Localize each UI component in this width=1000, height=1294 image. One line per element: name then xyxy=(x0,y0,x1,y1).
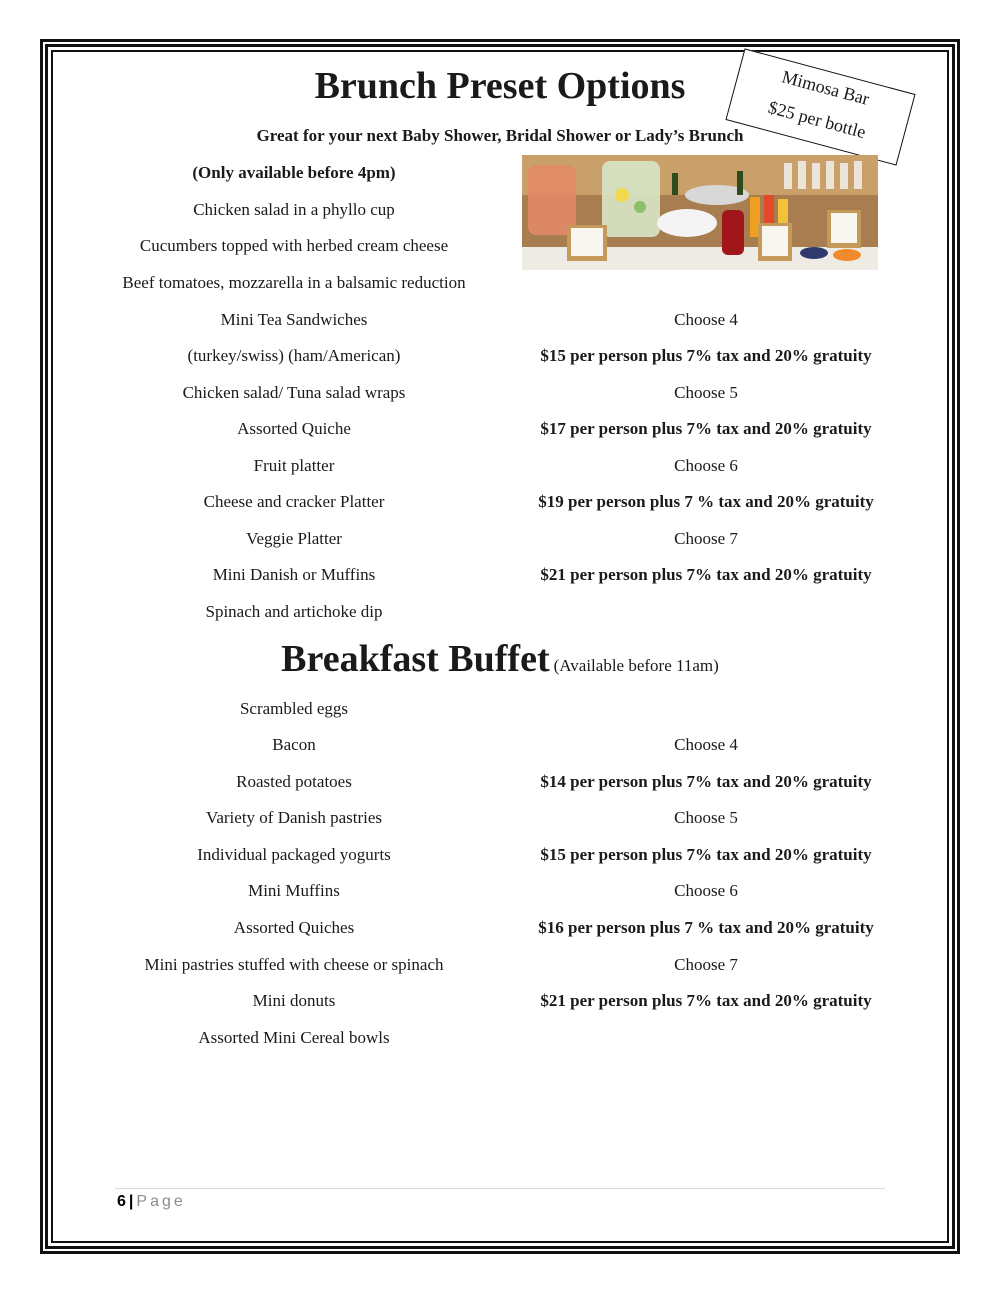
breakfast-title: Breakfast Buffet xyxy=(281,638,550,680)
page-label: Page xyxy=(136,1193,186,1210)
breakfast-item: Bacon xyxy=(272,735,316,754)
brunch-choose-option: Choose 7 xyxy=(674,529,738,548)
brunch-item: Beef tomatoes, mozzarella in a balsamic reduction xyxy=(122,273,466,292)
brunch-item: Assorted Quiche xyxy=(237,419,351,438)
brunch-price: $19 per person plus 7 % tax and 20% gratuity xyxy=(538,492,874,511)
breakfast-item: Assorted Quiches xyxy=(233,918,355,937)
breakfast-price: $15 per person plus 7% tax and 20% gratuity xyxy=(540,845,872,864)
breakfast-choose-option: Choose 5 xyxy=(674,808,738,827)
breakfast-price: $14 per person plus 7% tax and 20% gratuity xyxy=(540,772,872,791)
brunch-item: Mini Tea Sandwiches xyxy=(220,310,368,329)
brunch-price: $21 per person plus 7% tax and 20% gratuity xyxy=(540,565,872,584)
breakfast-availability: (Available before 11am) xyxy=(553,656,719,675)
breakfast-item: Assorted Mini Cereal bowls xyxy=(198,1028,390,1047)
breakfast-item: Mini pastries stuffed with cheese or spinach xyxy=(144,955,444,974)
footer-divider xyxy=(115,1188,885,1189)
page-footer xyxy=(117,1193,186,1211)
brunch-item: Fruit platter xyxy=(253,456,335,475)
mimosa-bar-price: $25 per bottle xyxy=(766,96,869,143)
page-number: 6 xyxy=(117,1193,126,1210)
brunch-item: Spinach and artichoke dip xyxy=(205,602,383,621)
brunch-item: Veggie Platter xyxy=(246,529,342,548)
breakfast-heading xyxy=(250,637,750,681)
brunch-item: Cheese and cracker Platter xyxy=(203,492,385,511)
mimosa-bar-photo xyxy=(522,155,878,270)
page-subtitle: Great for your next Baby Shower, Bridal Shower or Lady’s Brunch xyxy=(256,126,744,145)
brunch-price: $17 per person plus 7% tax and 20% gratuity xyxy=(540,419,872,438)
breakfast-item: Scrambled eggs xyxy=(239,699,349,718)
footer-separator: | xyxy=(128,1193,134,1210)
brunch-item: (turkey/swiss) (ham/American) xyxy=(187,346,401,365)
brunch-choose-option: Choose 6 xyxy=(674,456,738,475)
brunch-item: Mini Danish or Muffins xyxy=(212,565,376,584)
brunch-availability: (Only available before 4pm) xyxy=(192,163,396,182)
brunch-item: Chicken salad in a phyllo cup xyxy=(193,200,395,219)
page-title: Brunch Preset Options xyxy=(314,65,686,107)
breakfast-item: Mini donuts xyxy=(252,991,336,1010)
breakfast-price: $16 per person plus 7 % tax and 20% gratuity xyxy=(538,918,874,937)
mimosa-bar-title: Mimosa Bar xyxy=(779,66,872,109)
breakfast-price: $21 per person plus 7% tax and 20% gratuity xyxy=(540,991,872,1010)
breakfast-item: Individual packaged yogurts xyxy=(197,845,391,864)
breakfast-item: Mini Muffins xyxy=(248,881,340,900)
brunch-item: Chicken salad/ Tuna salad wraps xyxy=(182,383,406,402)
brunch-item: Cucumbers topped with herbed cream cheese xyxy=(139,236,449,255)
brunch-choose-option: Choose 4 xyxy=(674,310,738,329)
brunch-price: $15 per person plus 7% tax and 20% gratuity xyxy=(540,346,872,365)
breakfast-choose-option: Choose 4 xyxy=(674,735,738,754)
brunch-choose-option: Choose 5 xyxy=(674,383,738,402)
breakfast-choose-option: Choose 7 xyxy=(674,955,738,974)
breakfast-item: Roasted potatoes xyxy=(236,772,352,791)
breakfast-choose-option: Choose 6 xyxy=(674,881,738,900)
breakfast-item: Variety of Danish pastries xyxy=(205,808,383,827)
